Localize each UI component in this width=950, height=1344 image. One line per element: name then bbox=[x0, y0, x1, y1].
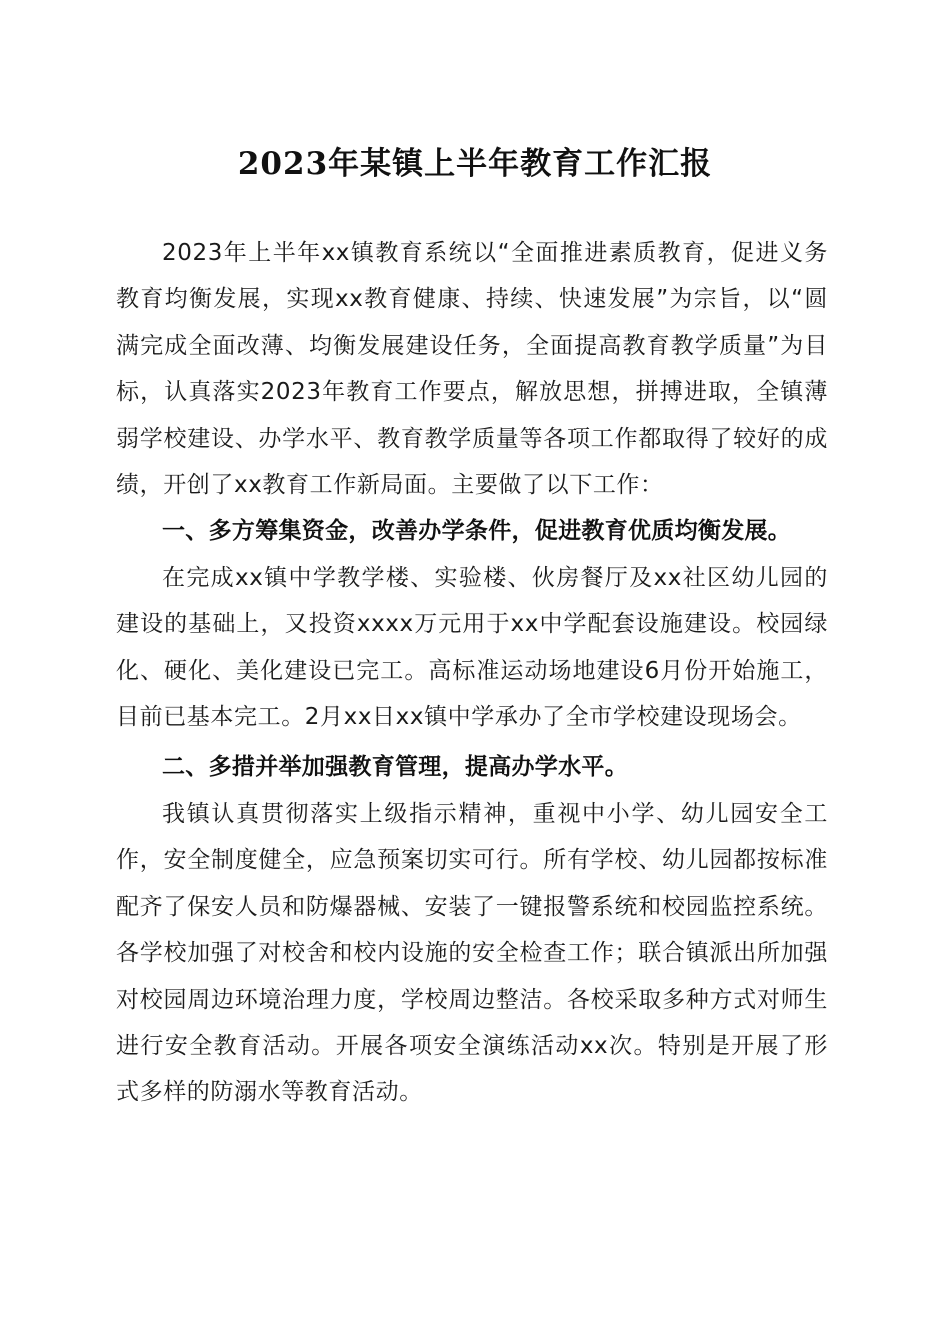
intro-paragraph: 2023年上半年xx镇教育系统以“全面推进素质教育，促进义务教育均衡发展，实现xx教育健康、持续、快速发展”为宗旨，以“圆满完成全面改薄、均衡发展建设任务，全面提高教育教学质量”为目标，认真落实2023年教育工作要点，解放思想，拼搏进取，全镇薄弱学校建设、办学水平、教育教学质量等各项工作都取得了较好的成绩，开创了xx教育工作新局面。主要做了以下工作： bbox=[116, 240, 828, 499]
document-title: 2023年某镇上半年教育工作汇报 bbox=[237, 146, 713, 182]
section-2-paragraph: 我镇认真贯彻落实上级指示精神，重视中小学、幼儿园安全工作，安全制度健全，应急预案切实可行。所有学校、幼儿园都按标准配齐了保安人员和防爆器械、安装了一键报警系统和校园监控系统。各学校加强了对校舍和校内设施的安全检查工作；联合镇派出所加强对校园周边环境治理力度，学校周边整洁。各校采取多种方式对师生进行安全教育活动。开展各项安全演练活动xx次。特别是开展了形式多样的防溺水等教育活动。 bbox=[116, 800, 828, 1106]
document-body bbox=[116, 230, 828, 1116]
section-1-heading: 一、多方筹集资金，改善办学条件，促进教育优质均衡发展。 bbox=[162, 518, 792, 545]
section-1-paragraph: 在完成xx镇中学教学楼、实验楼、伙房餐厅及xx社区幼儿园的建设的基础上，又投资xxxx万元用于xx中学配套设施建设。校园绿化、硬化、美化建设已完工。高标准运动场地建设6月份开始施工，目前已基本完工。2月xx日xx镇中学承办了全市学校建设现场会。 bbox=[116, 564, 828, 731]
section-2-heading: 二、多措并举加强教育管理，提高办学水平。 bbox=[162, 754, 628, 781]
